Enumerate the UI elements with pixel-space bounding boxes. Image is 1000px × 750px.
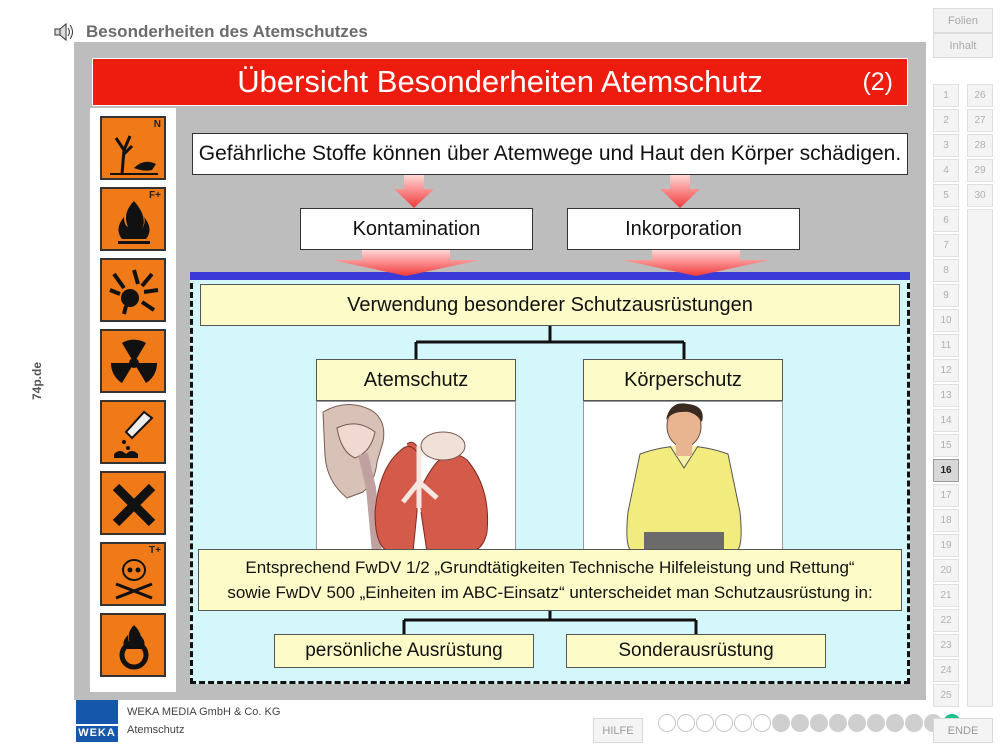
- progress-dot: [867, 714, 885, 732]
- slide-number-item[interactable]: 9: [933, 284, 959, 307]
- progress-dot: [791, 714, 809, 732]
- slide-number-item[interactable]: 12: [933, 359, 959, 382]
- hazard-statement-box: Gefährliche Stoffe können über Atemwege und Haut den Körper schädigen.: [192, 133, 908, 175]
- persoenliche-ausruestung-box: persönliche Ausrüstung: [274, 634, 534, 668]
- hazard-explosive-symbol: [100, 258, 166, 322]
- slide-number-list: [933, 84, 959, 709]
- hazard-label: N: [153, 119, 161, 130]
- hazard-label: F+: [149, 190, 161, 201]
- slide-number-item[interactable]: 7: [933, 234, 959, 257]
- slide-number-item[interactable]: 30: [967, 184, 993, 207]
- slide-number-item[interactable]: 11: [933, 334, 959, 357]
- progress-indicator: [658, 714, 962, 736]
- slide-number-item[interactable]: 17: [933, 484, 959, 507]
- atemschutz-box: Atemschutz: [316, 359, 516, 401]
- kontamination-box: Kontamination: [300, 208, 533, 250]
- slide-number-item[interactable]: 5: [933, 184, 959, 207]
- down-arrow-icon: [332, 250, 480, 276]
- logo-stripe: [76, 724, 118, 726]
- slide-number-item[interactable]: 3: [933, 134, 959, 157]
- hazard-environment-symbol: [100, 116, 166, 180]
- protection-panel: [190, 274, 910, 684]
- slide-title-bar: [92, 58, 908, 106]
- sonderausruestung-box: Sonderausrüstung: [566, 634, 826, 668]
- slide-number-item[interactable]: 28: [967, 134, 993, 157]
- slide-number-item[interactable]: 8: [933, 259, 959, 282]
- slide-number-item[interactable]: 27: [967, 109, 993, 132]
- flame-over-circle-icon: [108, 621, 160, 673]
- speaker-icon[interactable]: [54, 22, 76, 42]
- progress-dot: [734, 714, 752, 732]
- slide-number-list-2: [967, 84, 993, 209]
- slide-number-item[interactable]: 19: [933, 534, 959, 557]
- fwdv-text-box: [198, 549, 902, 611]
- slide-number-item[interactable]: 25: [933, 684, 959, 707]
- hazard-toxic-symbol: [100, 542, 166, 606]
- slide-number-item[interactable]: 23: [933, 634, 959, 657]
- fwdv-line-2: sowie FwDV 500 „Einheiten im ABC-Einsatz“ unterscheidet man Schutzausrüstung in:: [227, 583, 873, 602]
- slide-number-item[interactable]: 10: [933, 309, 959, 332]
- hazard-label: T+: [149, 545, 161, 556]
- app-title: Besonderheiten des Atemschutzes: [86, 22, 368, 41]
- flame-icon: [108, 195, 160, 247]
- slide-number-item[interactable]: 14: [933, 409, 959, 432]
- footer-course: Atemschutz: [127, 724, 185, 736]
- corrosion-icon: [108, 408, 160, 460]
- slide-number-item[interactable]: 15: [933, 434, 959, 457]
- progress-dot: [658, 714, 676, 732]
- slide-number-item[interactable]: 6: [933, 209, 959, 232]
- slide-number-item[interactable]: 29: [967, 159, 993, 182]
- slide-number-item[interactable]: 13: [933, 384, 959, 407]
- respiratory-anatomy-illustration: [316, 401, 516, 551]
- slide-number-item[interactable]: 24: [933, 659, 959, 682]
- progress-dot: [810, 714, 828, 732]
- ende-button[interactable]: ENDE: [933, 718, 993, 743]
- hazard-symbol-column: [90, 108, 176, 692]
- progress-dot: [696, 714, 714, 732]
- folien-button[interactable]: Folien: [933, 8, 993, 33]
- slide-number-item[interactable]: 2: [933, 109, 959, 132]
- progress-dot: [848, 714, 866, 732]
- footer-company: WEKA MEDIA GmbH & Co. KG: [127, 706, 281, 718]
- slide-number-item[interactable]: 22: [933, 609, 959, 632]
- progress-dot: [772, 714, 790, 732]
- progress-dot: [886, 714, 904, 732]
- schutzausruestung-box: Verwendung besonderer Schutzausrüstungen: [200, 284, 900, 326]
- hazard-radioactive-symbol: [100, 329, 166, 393]
- hilfe-button[interactable]: HILFE: [593, 718, 643, 743]
- progress-dot: [905, 714, 923, 732]
- fwdv-line-1: Entsprechend FwDV 1/2 „Grundtätigkeiten Technische Hilfeleistung und Rettung“: [245, 558, 855, 577]
- explosion-icon: [108, 266, 160, 318]
- koerperschutz-box: Körperschutz: [583, 359, 783, 401]
- inkorporation-box: Inkorporation: [567, 208, 800, 250]
- inhalt-button[interactable]: Inhalt: [933, 33, 993, 58]
- slide-title: Übersicht Besonderheiten Atemschutz: [237, 64, 763, 99]
- progress-dot: [677, 714, 695, 732]
- radiation-icon: [108, 337, 160, 389]
- down-arrow-icon: [622, 250, 770, 276]
- panel-top-bar: [190, 272, 910, 280]
- slide-number-item[interactable]: 21: [933, 584, 959, 607]
- person-icon: [584, 402, 783, 551]
- progress-dot: [715, 714, 733, 732]
- progress-dot: [829, 714, 847, 732]
- dead-tree-icon: [108, 124, 160, 176]
- skull-icon: [108, 550, 160, 602]
- slide-subnumber: (2): [862, 67, 893, 96]
- hazard-flammable-symbol: [100, 187, 166, 251]
- slide-list-scrollbar[interactable]: [967, 209, 993, 707]
- cross-icon: [108, 479, 160, 531]
- down-arrow-icon: [394, 175, 434, 208]
- slide-number-item[interactable]: 1: [933, 84, 959, 107]
- hazard-oxidizing-symbol: [100, 613, 166, 677]
- person-illustration: [583, 401, 783, 551]
- vertical-brand: 74p.de: [30, 361, 44, 400]
- slide-number-item[interactable]: 26: [967, 84, 993, 107]
- slide-number-item[interactable]: 4: [933, 159, 959, 182]
- logo-text: WEKA: [78, 727, 116, 739]
- slide-number-item[interactable]: 18: [933, 509, 959, 532]
- slide-number-item[interactable]: 20: [933, 559, 959, 582]
- weka-logo: [76, 700, 118, 742]
- hazard-corrosive-symbol: [100, 400, 166, 464]
- progress-dot: [753, 714, 771, 732]
- down-arrow-icon: [660, 175, 700, 208]
- hazard-harmful-symbol: [100, 471, 166, 535]
- slide-number-item-current[interactable]: 16: [933, 459, 959, 482]
- lungs-icon: [317, 402, 516, 551]
